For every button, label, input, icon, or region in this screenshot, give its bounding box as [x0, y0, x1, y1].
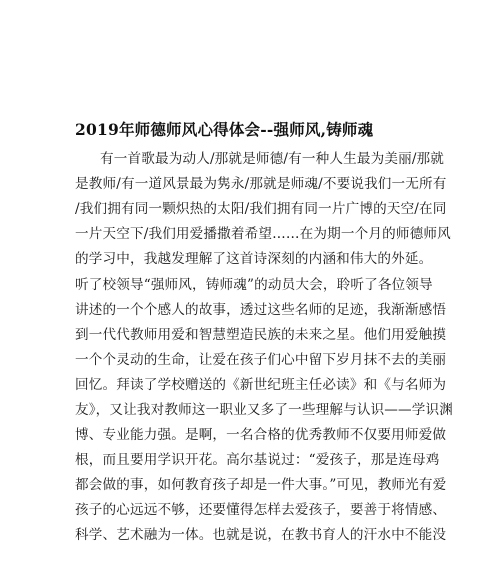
body-line: 一片天空下/我们用爱播撒着希望……在为期一个月的师德师风 [75, 226, 451, 242]
body-line: 有一首歌最为动人/那就是师德/有一种人生最为美丽/那就 [100, 151, 445, 167]
body-line: 是教师/有一道风景最为隽永/那就是师魂/不要说我们一无所有 [75, 176, 447, 192]
body-line: 的学习中，我越发理解了这首诗深刻的内涵和伟大的外延。 [75, 251, 433, 267]
body-line: 一个个灵动的生命，让爱在孩子们心中留下岁月抹不去的美丽 [75, 352, 447, 368]
body-line: 友》，又让我对教师这一职业又多了一些理解与认识——学识渊 [75, 402, 454, 418]
body-line: 科学、艺术融为一体。也就是说，在教书育人的汗水中不能没 [75, 527, 447, 543]
body-line: 都会做的事，如何教育孩子却是一件大事。”可见，教师光有爱 [75, 477, 447, 493]
body-line: /我们拥有同一颗炽热的太阳/我们拥有同一片广博的天空/在同 [75, 201, 447, 217]
body-line: 根，而且要用学识开花。高尔基说过：“爱孩子，那是连母鸡 [75, 452, 440, 468]
body-line: 讲述的一个个感人的故事，透过这些名师的足迹，我渐渐感悟 [75, 302, 447, 318]
body-line: 博、专业能力强。是啊，一名合格的优秀教师不仅要用师爱做 [75, 427, 447, 443]
body-line: 孩子的心远远不够，还要懂得怎样去爱孩子，要善于将情感、 [75, 502, 447, 518]
body-line: 到一代代教师用爱和智慧塑造民族的未来之星。他们用爱触摸 [75, 327, 447, 343]
body-line: 回忆。拜读了学校赠送的《新世纪班主任必读》和《与名师为 [75, 377, 447, 393]
body-line: 听了校领导“强师风，铸师魂”的动员大会，聆听了各位领导 [75, 277, 433, 293]
document-title: 2019年师德师风心得体会--强师风,铸师魂 [75, 120, 374, 139]
